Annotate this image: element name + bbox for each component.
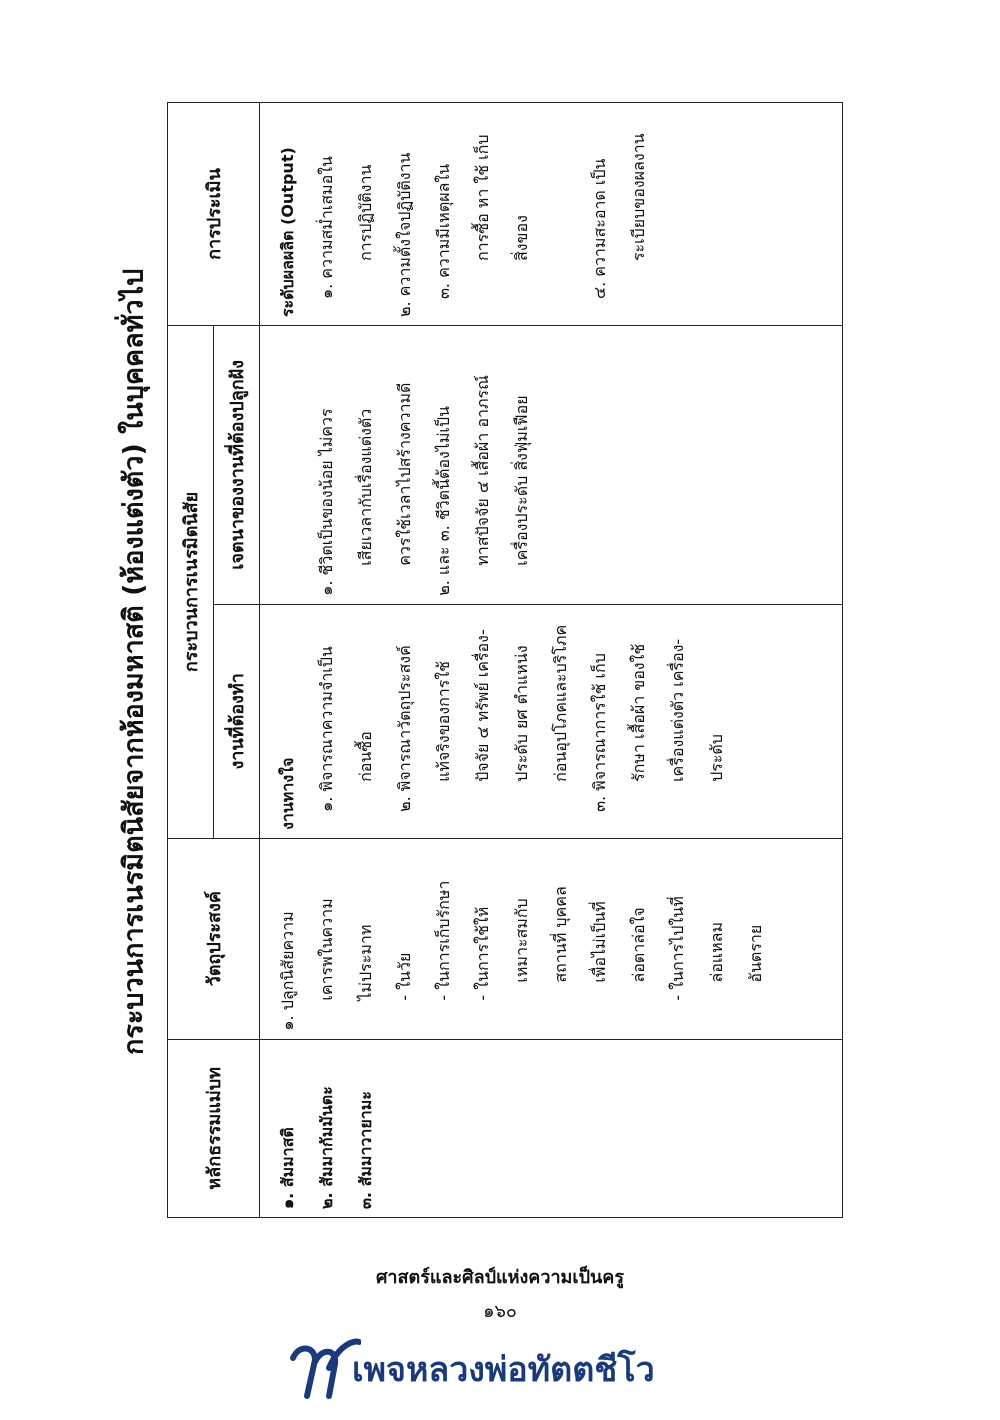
- footer-book-title: ศาสตร์และศิลป์แห่งความเป็นครู: [375, 1267, 625, 1288]
- intention-line: ๒. และ ๓. ชีวิตนี้ต้องไม่เป็น: [434, 406, 453, 596]
- objective-line: - ในการใช้ให้: [473, 906, 492, 1001]
- objective-line: ล่อแหลม: [707, 921, 726, 983]
- principle-item: ๒. สัมมากัมมันตะ: [317, 1086, 336, 1209]
- header-principle: หลักธรรมแม่บท: [168, 1039, 260, 1217]
- task-line: ประดับ ยศ ตำแหน่ง: [512, 645, 531, 782]
- principle-item: ๑. สัมมาสติ: [278, 1127, 297, 1209]
- objective-line: ล่อตาล่อใจ: [629, 907, 648, 983]
- objective-line: สถานที่ บุคคล: [551, 886, 570, 983]
- evaluation-line: ๑. ความสม่ำเสมอใน: [317, 156, 336, 300]
- page-number: ๑๖๐: [483, 1301, 517, 1322]
- evaluation-line: การซื้อ หา ใช้ เก็บ: [473, 134, 492, 262]
- objective-line: เหมาะสมกับ: [512, 898, 531, 983]
- task-line: ปัจจัย ๔ ทรัพย์ เครื่อง-: [473, 629, 492, 782]
- objective-line: อันตราย: [746, 924, 765, 983]
- header-intention: เจตนาของงานที่ต้องปลูกฝัง: [214, 326, 260, 605]
- objective-line: - ในวัย: [395, 952, 414, 1001]
- header-process-group: กระบวนการเนรมิตนิสัย: [168, 326, 214, 839]
- evaluation-line: การปฏิบัติงาน: [356, 164, 375, 262]
- intention-line: เสียเวลากับเรื่องแต่งตัว: [356, 408, 375, 566]
- task-line: ประดับ: [707, 734, 726, 782]
- task-line: ๒. พิจารณาวัตถุประสงค์: [395, 645, 414, 812]
- evaluation-heading: ระดับผลผลิต (Output): [278, 147, 297, 318]
- intention-line: ทาสปัจจัย ๔ เสื้อผ้า อาภรณ์: [473, 375, 492, 566]
- principle-item: ๓. สัมมาวายามะ: [356, 1091, 375, 1209]
- header-evaluation: การประเมิน: [168, 103, 260, 326]
- evaluation-cell: [260, 103, 843, 326]
- intention-line: ควรใช้เวลาไปสร้างความดี: [395, 382, 414, 566]
- evaluation-spacer: [541, 111, 580, 317]
- intention-line: ๑. ชีวิตเป็นของน้อย ไม่ควร: [317, 408, 336, 596]
- objective-line: ๑. ปลูกนิสัยความ: [278, 911, 297, 1031]
- rotated-table-wrapper: [167, 102, 843, 1218]
- objective-line: เคารพในความ: [317, 898, 336, 1001]
- intention-line: เครื่องประดับ สิ่งฟุ่มเฟือย: [512, 395, 531, 566]
- task-line: ก่อนอุปโภคและบริโภค: [551, 624, 570, 782]
- habit-process-table: [167, 102, 843, 1218]
- intentions-cell: [260, 326, 843, 605]
- evaluation-line: ๔. ความสะอาด เป็น: [590, 158, 609, 300]
- task-line: ๑. พิจารณาความจำเป็น: [317, 646, 336, 812]
- task-line: เครื่องแต่งตัว เครื่อง-: [668, 638, 687, 782]
- objective-line: - ในการไปในที่: [668, 896, 687, 1001]
- objectives-cell: [260, 838, 843, 1039]
- objective-line: ไม่ประมาท: [356, 924, 375, 1001]
- tasks-cell: [260, 604, 843, 838]
- objective-line: เพื่อไม่เป็นที่: [590, 901, 609, 983]
- task-line: แท้จริงของการใช้: [434, 660, 453, 782]
- task-heading: งานทางใจ: [278, 757, 297, 830]
- header-tasks: งานที่ต้องทำ: [214, 604, 260, 838]
- task-line: ก่อนซื้อ: [356, 731, 375, 782]
- page-title: กระบวนการเนรมิตนิสัยจากห้องมหาสติ (ห้องแต่งตัว) ในบุคคลทั่วไป: [118, 268, 150, 1056]
- table-stage: [167, 102, 843, 1218]
- evaluation-line: ๒. ความตั้งใจปฏิบัติงาน: [395, 152, 414, 318]
- brand-name: เพจหลวงพ่อทัตตชีโว: [352, 1350, 655, 1390]
- principles-cell: [260, 1039, 843, 1217]
- evaluation-line: สิ่งของ: [512, 215, 531, 262]
- objective-line: - ในการเก็บรักษา: [434, 880, 453, 1001]
- header-objective: วัตถุประสงค์: [168, 838, 260, 1039]
- evaluation-line: ระเบียบของผลงาน: [629, 133, 648, 262]
- evaluation-line: ๓. ความมีเหตุผลใน: [434, 163, 453, 300]
- task-line: ๓. พิจารณาการใช้ เก็บ: [590, 653, 609, 812]
- brand-logo-icon: [285, 1338, 361, 1402]
- task-line: รักษา เสื้อผ้า ของใช้: [629, 643, 648, 782]
